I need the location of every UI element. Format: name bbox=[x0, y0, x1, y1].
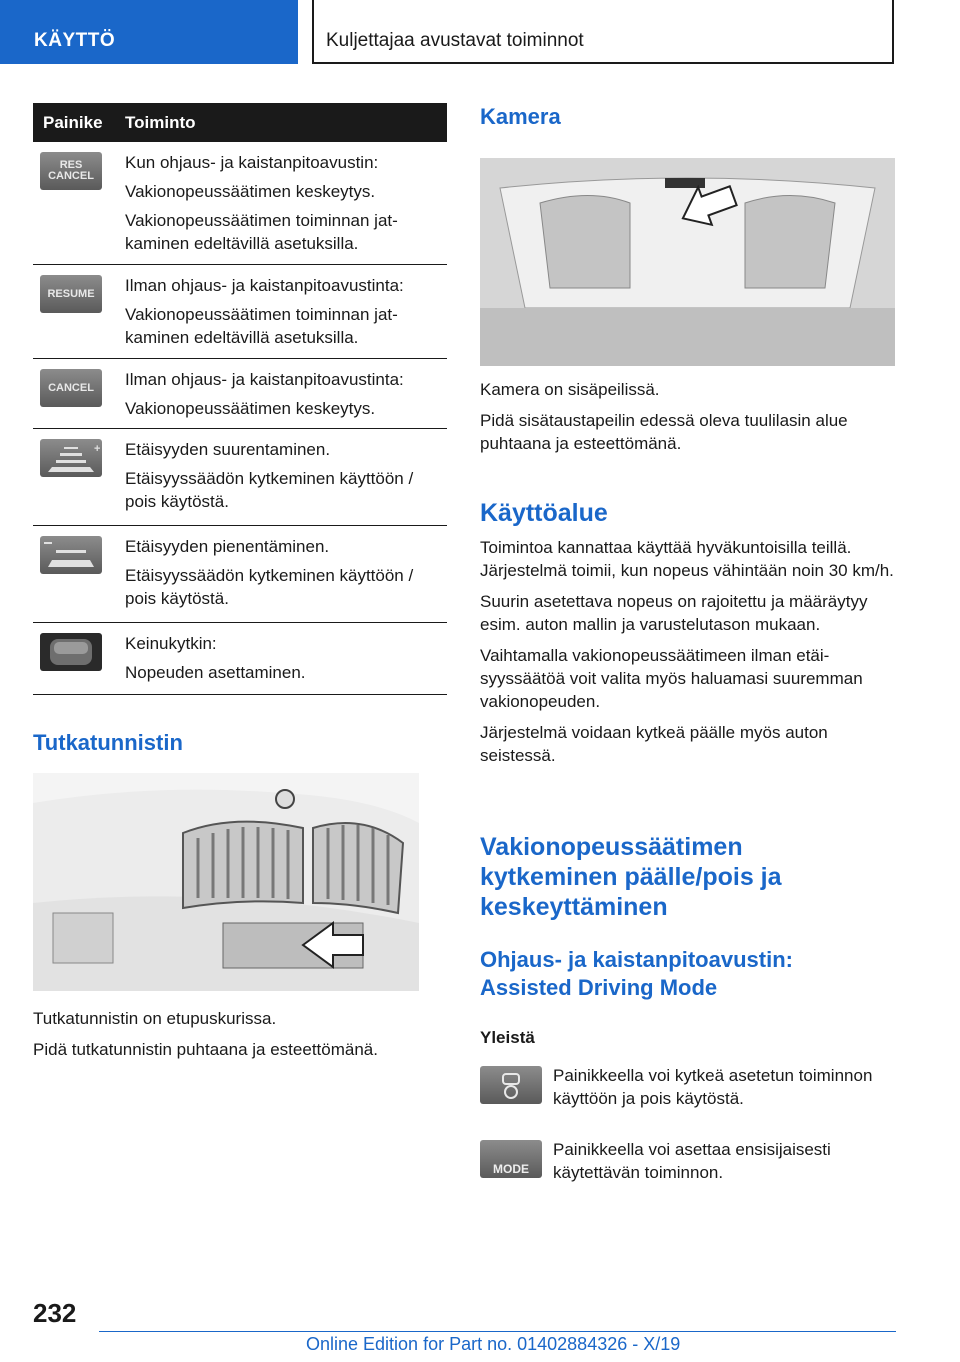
row-text: Vakionopeussäätimen toiminnan jatkaminen edeltävillä asetuksilla. bbox=[125, 211, 398, 253]
resume-button-icon: RESUME bbox=[40, 275, 102, 313]
page-number: 232 bbox=[33, 1298, 77, 1328]
row-text: Etäisyyden pienentäminen. bbox=[125, 537, 330, 556]
svg-text:+: + bbox=[94, 443, 101, 455]
mode-button-icon bbox=[480, 1140, 542, 1178]
button1-text bbox=[553, 1064, 893, 1118]
section-tab bbox=[0, 0, 298, 64]
paragraph: Kamera on sisäpeilissä. bbox=[480, 380, 660, 399]
paragraph: Toimintoa kannattaa käyttää hyväkuntoisilla teillä. Järjestelmä toimii, kun nopeus vähintään noin 30 km/h. bbox=[480, 538, 894, 580]
section-heading-range: Käyttöalue bbox=[480, 499, 608, 527]
section-heading-camera: Kamera bbox=[480, 104, 561, 129]
car-front-radar-image bbox=[33, 773, 419, 991]
paragraph: Suurin asetettava nopeus on rajoitettu ja määräytyy esim. auton mallin ja varustelutason mukaan. bbox=[480, 592, 868, 634]
row-text: Ilman ohjaus- ja kaistanpitoavustinta: bbox=[125, 370, 404, 389]
table-header-button: Painike bbox=[43, 113, 103, 132]
section-heading-radar: Tutkatunnistin bbox=[33, 730, 183, 755]
subsection-heading: Ohjaus- ja kaistanpitoavustin: Assisted Driving Mode bbox=[480, 947, 793, 1000]
table-row bbox=[33, 623, 447, 695]
paragraph: Pidä tutkatunnistin puhtaana ja esteettömänä. bbox=[33, 1040, 378, 1059]
range-text bbox=[480, 536, 896, 775]
table-row bbox=[33, 526, 447, 623]
rocker-switch-icon bbox=[40, 633, 102, 671]
edition-note: Online Edition for Part no. 01402884326 - X/19 bbox=[306, 1334, 681, 1354]
row-text: Vakionopeussäätimen toiminnan jatkaminen edeltävillä asetuksilla. bbox=[125, 305, 398, 347]
row-text: Etäisyyssäädön kytkeminen käyttöön / pois käytöstä. bbox=[125, 566, 414, 608]
chapter-title: Kuljettajaa avustavat toiminnot bbox=[326, 30, 584, 51]
assist-button-icon bbox=[480, 1066, 542, 1104]
footer-divider bbox=[99, 1331, 896, 1332]
table-row bbox=[33, 265, 447, 359]
distance-increase-icon bbox=[40, 439, 102, 477]
chapter-tab bbox=[312, 0, 894, 64]
paragraph: Painikkeella voi asettaa ensisijaisesti käytettävän toiminnon. bbox=[553, 1140, 831, 1182]
row-text: Kun ohjaus- ja kaistanpitoavustin: bbox=[125, 153, 379, 172]
row-text: Nopeuden asettaminen. bbox=[125, 663, 306, 682]
res-cancel-button-icon: RES CANCEL bbox=[40, 152, 102, 190]
paragraph: Järjestelmä voidaan kytkeä päälle myös auton seistessä. bbox=[480, 723, 828, 765]
row-text: Etäisyyssäädön kytkeminen käyttöön / pois käytöstä. bbox=[125, 469, 414, 511]
paragraph: Vaihtamalla vakionopeussäätimeen ilman etäisyyssäätöä voit valita myös haluamasi suuremman vakionopeuden. bbox=[480, 646, 863, 711]
table-row bbox=[33, 429, 447, 526]
mode-label: MODE bbox=[493, 1162, 529, 1176]
section-heading-cruise: Vakionopeussäätimen kytkeminen päälle/pois ja keskeyttäminen bbox=[480, 833, 782, 921]
paragraph: Painikkeella voi kytkeä asetetun toiminnon käyttöön ja pois käytöstä. bbox=[553, 1066, 873, 1108]
table-row bbox=[33, 142, 447, 265]
table-header-function: Toiminto bbox=[125, 113, 196, 132]
row-text: Keinukytkin: bbox=[125, 634, 217, 653]
cancel-button-icon: CANCEL bbox=[40, 369, 102, 407]
distance-decrease-icon bbox=[40, 536, 102, 574]
row-text: Etäisyyden suurentaminen. bbox=[125, 440, 331, 459]
subhead-general: Yleistä bbox=[480, 1028, 535, 1047]
table-row bbox=[33, 359, 447, 429]
row-text: Ilman ohjaus- ja kaistanpitoavustinta: bbox=[125, 276, 404, 295]
camera-interior-image bbox=[480, 158, 895, 366]
row-text: Vakionopeussäätimen keskeytys. bbox=[125, 399, 376, 418]
row-text: Vakionopeussäätimen keskeytys. bbox=[125, 182, 376, 201]
button-function-table bbox=[33, 103, 447, 695]
table-header bbox=[33, 103, 447, 142]
paragraph: Pidä sisätaustapeilin edessä oleva tuulilasin alue puhtaana ja esteettömänä. bbox=[480, 411, 848, 453]
section-title: KÄYTTÖ bbox=[34, 30, 116, 51]
paragraph: Tutkatunnistin on etupuskurissa. bbox=[33, 1009, 277, 1028]
radar-text bbox=[33, 1007, 433, 1069]
button2-text bbox=[553, 1138, 893, 1192]
camera-text bbox=[480, 378, 896, 463]
